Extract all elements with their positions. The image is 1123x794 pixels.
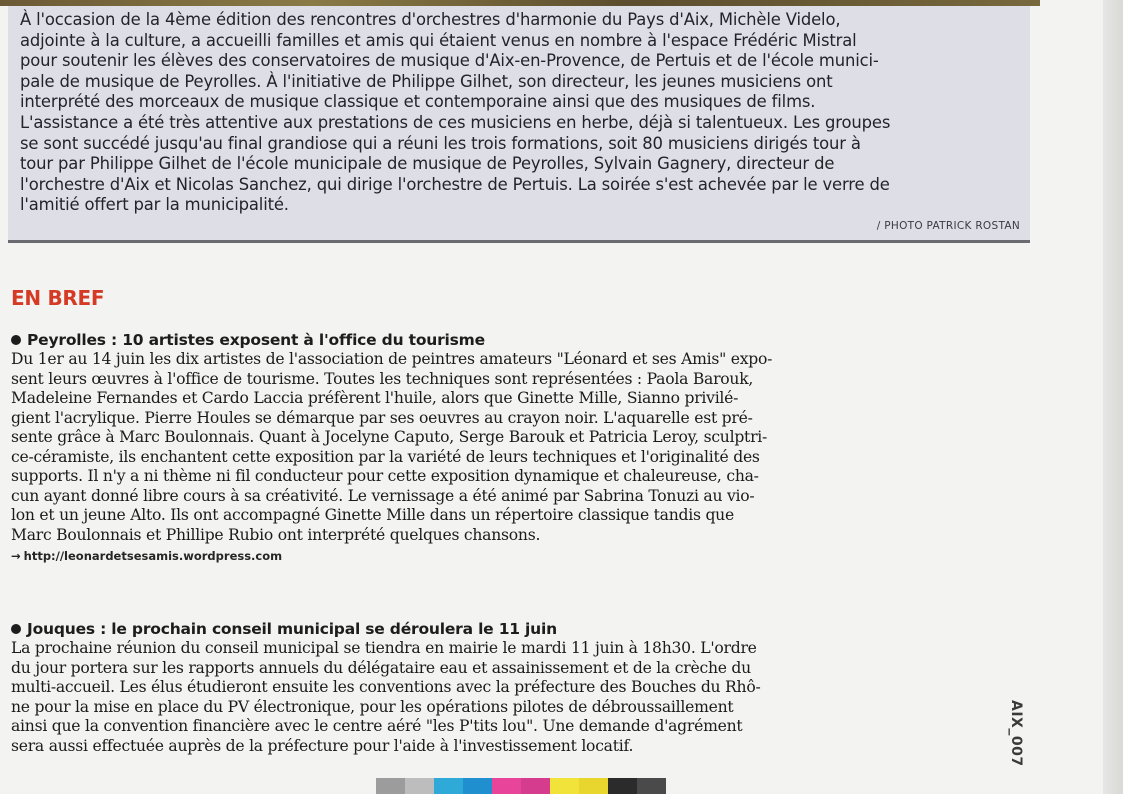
- text-line: pale de musique de Peyrolles. À l'initiative de Philippe Gilhet, son directeur, les jeunes musiciens ont: [20, 71, 833, 91]
- brief-link[interactable]: → http://leonardetsesamis.wordpress.com: [11, 549, 283, 564]
- text-line: cun ayant donné libre cours à sa créativité. Le vernissage a été animé par Sabrina Tonuzi au vio-: [11, 486, 755, 505]
- bullet-icon: [11, 624, 21, 634]
- brief-peyrolles: [11, 330, 1021, 564]
- arrow-right-icon: →: [11, 549, 21, 564]
- caption-text: [20, 10, 1022, 216]
- brief-body: [11, 350, 1021, 545]
- color-swatch: [637, 778, 666, 794]
- brief-heading: Peyrolles : 10 artistes exposent à l'office du tourisme: [11, 330, 1021, 350]
- text-line: multi-accueil. Les élus étudieront ensuite les conventions avec la préfecture des Bouches du Rhô-: [11, 678, 761, 697]
- color-swatch: [550, 778, 579, 794]
- color-swatch: [492, 778, 521, 794]
- color-swatch: [463, 778, 492, 794]
- color-swatch: [521, 778, 550, 794]
- bullet-icon: [11, 335, 21, 345]
- text-line: La prochaine réunion du conseil municipal se tiendra en mairie le mardi 11 juin à 18h30. L'ordre: [11, 639, 757, 657]
- brief-jouques: [11, 619, 1021, 756]
- text-line: ainsi que la convention financière avec le centre aéré "les P'tits lou". Une demande d'agrément: [11, 717, 743, 736]
- page-edge: [1103, 0, 1123, 794]
- text-line: tour par Philippe Gilhet de l'école municipale de musique de Peyrolles, Sylvain Gagnery, directeur de: [20, 154, 835, 174]
- section-title: EN BREF: [11, 286, 105, 310]
- brief-heading: Jouques : le prochain conseil municipal se déroulera le 11 juin: [11, 619, 1021, 639]
- text-line: Marc Boulonnais et Phillipe Rubio ont interprété quelques chansons.: [11, 525, 541, 544]
- photo-credit: / PHOTO PATRICK ROSTAN: [876, 220, 1020, 232]
- text-line: À l'occasion de la 4ème édition des rencontres d'orchestres d'harmonie du Pays d'Aix, Michèle Videlo,: [20, 10, 841, 29]
- page-code: AIX_007: [1008, 700, 1024, 767]
- text-line: Du 1er au 14 juin les dix artistes de l'association de peintres amateurs "Léonard et ses Amis" expo-: [11, 350, 773, 368]
- text-line: lon et un jeune Alto. Ils ont accompagné Ginette Mille dans un répertoire classique tandis que: [11, 506, 734, 525]
- text-line: sente grâce à Marc Boulonnais. Quant à Jocelyne Caputo, Serge Barouk et Patricia Leroy, sculptri-: [11, 428, 768, 447]
- color-swatch: [579, 778, 608, 794]
- text-line: adjointe à la culture, a accueilli familles et amis qui étaient venus en nombre à l'espace Frédéric Mistral: [20, 30, 857, 50]
- text-line: l'orchestre d'Aix et Nicolas Sanchez, qui dirige l'orchestre de Pertuis. La soirée s'est achevée par le verre de: [20, 174, 890, 194]
- print-color-bar: [376, 778, 666, 794]
- text-line: ce-céramiste, ils enchantent cette exposition par la variété de leurs techniques et l'originalité des: [11, 447, 760, 466]
- text-line: sent leurs œuvres à l'office de tourisme. Toutes les techniques sont représentées : Paola Barouk,: [11, 369, 754, 388]
- color-swatch: [608, 778, 637, 794]
- text-line: interprété des morceaux de musique classique et contemporaine ainsi que des musiques de films.: [20, 92, 816, 112]
- brief-body: [11, 639, 1021, 756]
- text-line: du jour portera sur les rapports annuels du délégataire eau et assainissement et de la crèche du: [11, 658, 751, 677]
- text-line: Madeleine Fernandes et Cardo Laccia préfèrent l'huile, alors que Ginette Mille, Sianno privilé-: [11, 389, 739, 408]
- text-line: ne pour la mise en place du PV électronique, pour les opérations pilotes de débroussaillement: [11, 697, 734, 716]
- photo-caption: [8, 6, 1030, 243]
- color-swatch: [376, 778, 405, 794]
- color-swatch: [434, 778, 463, 794]
- text-line: supports. Il n'y a ni thème ni fil conducteur pour cette exposition dynamique et chaleureuse, cha-: [11, 467, 759, 486]
- text-line: L'assistance a été très attentive aux prestations de ces musiciens en herbe, déjà si talentueux. Les groupes: [20, 112, 891, 132]
- text-line: pour soutenir les élèves des conservatoires de musique d'Aix-en-Provence, de Pertuis et de l'école munici-: [20, 51, 879, 71]
- text-line: sera aussi effectuée auprès de la préfecture pour l'aide à l'investissement locatif.: [11, 736, 634, 755]
- text-line: gient l'acrylique. Pierre Houles se démarque par ses oeuvres au crayon noir. L'aquarelle est pré-: [11, 408, 753, 427]
- color-swatch: [405, 778, 434, 794]
- text-line: se sont succédé jusqu'au final grandiose qui a réuni les trois formations, soit 80 musiciens dirigés tour à: [20, 133, 861, 153]
- text-line: l'amitié offert par la municipalité.: [20, 195, 289, 215]
